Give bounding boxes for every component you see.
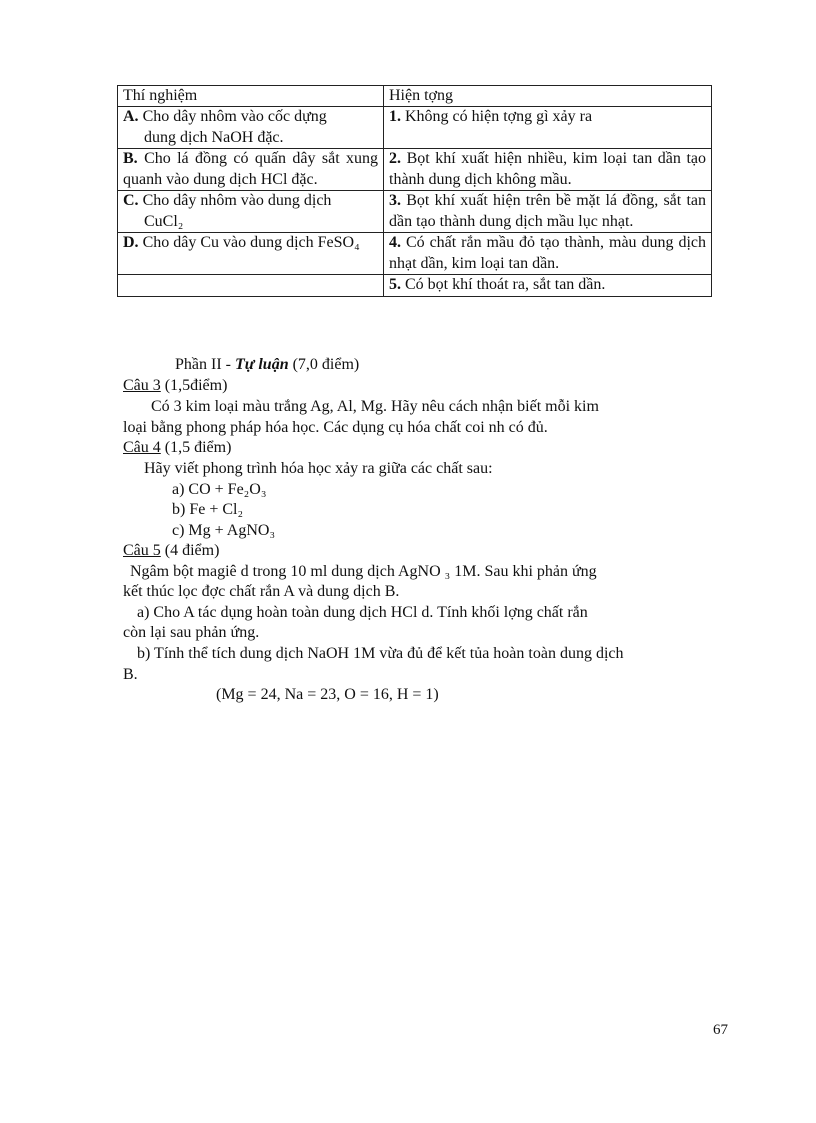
option-letter: B. bbox=[123, 150, 138, 167]
phenomenon-number: 3. bbox=[389, 192, 401, 209]
phenomenon-number: 2. bbox=[389, 150, 401, 167]
question-3-text: loại bằng phong pháp hóa học. Các dụng cụ hóa chất coi nh có đủ. bbox=[123, 419, 548, 436]
question-3-label: Câu 3 bbox=[123, 377, 161, 394]
phenomenon-cell bbox=[384, 275, 712, 297]
experiment-table bbox=[117, 85, 712, 297]
table-row bbox=[118, 107, 712, 149]
table-row bbox=[118, 149, 712, 191]
experiment-text: Cho lá đồng có quấn dây sắt xung quanh vào dung dịch HCl đặc. bbox=[123, 150, 379, 188]
experiment-text: Cho dây nhôm vào cốc dựng bbox=[142, 108, 327, 125]
option-letter: A. bbox=[123, 108, 139, 125]
phenomenon-text: Có bọt khí thoát ra, sắt tan dần. bbox=[405, 276, 606, 293]
question-4-item: b) Fe + Cl₂ bbox=[172, 501, 244, 518]
phenomenon-text: Bọt khí xuất hiện trên bề mặt lá đồng, sắt tan dần tạo thành dung dịch mầu lục nhạt. bbox=[389, 192, 706, 230]
experiment-cell bbox=[118, 107, 384, 149]
question-5-label: Câu 5 bbox=[123, 542, 161, 559]
page-number: 67 bbox=[713, 1022, 728, 1038]
question-4-intro: Hãy viết phong trình hóa học xảy ra giữa các chất sau: bbox=[144, 460, 493, 477]
phenomenon-text: Không có hiện tợng gì xảy ra bbox=[405, 108, 593, 125]
question-4-item: c) Mg + AgNO₃ bbox=[172, 522, 276, 539]
question-3-text: Có 3 kim loại màu trắng Ag, Al, Mg. Hãy nêu cách nhận biết mỗi kim bbox=[151, 398, 599, 415]
option-letter: C. bbox=[123, 192, 139, 209]
question-4-label: Câu 4 bbox=[123, 439, 161, 456]
experiment-text: Cho dây nhôm vào dung dịch bbox=[142, 192, 332, 209]
experiment-text: dung dịch NaOH đặc. bbox=[144, 128, 284, 146]
table-row bbox=[118, 191, 712, 233]
question-5-part-b: B. bbox=[123, 666, 138, 683]
phenomenon-number: 1. bbox=[389, 108, 401, 125]
header-phenomenon: Hiện tợng bbox=[384, 86, 712, 107]
question-5-part-a: a) Cho A tác dụng hoàn toàn dung dịch HCl d. Tính khối lợng chất rắn bbox=[137, 604, 588, 621]
table-row bbox=[118, 275, 712, 297]
question-4-heading bbox=[123, 438, 231, 459]
phenomenon-cell bbox=[384, 107, 712, 149]
part2-title: Tự luận bbox=[234, 356, 289, 373]
experiment-text: Cho dây Cu vào dung dịch FeSO₄ bbox=[142, 234, 360, 251]
question-5-text: Ngâm bột magiê d trong 10 ml dung dịch AgNO ₃ 1M. Sau khi phản ứng bbox=[130, 563, 597, 580]
phenomenon-cell bbox=[384, 149, 712, 191]
header-experiment: Thí nghiệm bbox=[118, 86, 384, 107]
question-4-item: a) CO + Fe₂O₃ bbox=[172, 481, 267, 498]
question-3-heading bbox=[123, 376, 227, 397]
experiment-cell bbox=[118, 191, 384, 233]
option-letter: D. bbox=[123, 234, 139, 251]
atomic-masses: (Mg = 24, Na = 23, O = 16, H = 1) bbox=[216, 686, 439, 703]
phenomenon-text: Bọt khí xuất hiện nhiều, kim loại tan dần tạo thành dung dịch không mầu. bbox=[389, 150, 707, 188]
table-header-row bbox=[118, 86, 712, 107]
experiment-text: CuCl₂ bbox=[144, 212, 184, 230]
question-4-points: (1,5 điểm) bbox=[160, 439, 232, 456]
table-row bbox=[118, 233, 712, 275]
question-5-part-b: b) Tính thể tích dung dịch NaOH 1M vừa đủ để kết tủa hoàn toàn dung dịch bbox=[137, 645, 624, 662]
question-5-text: kết thúc lọc đợc chất rắn A và dung dịch B. bbox=[123, 583, 400, 600]
part2-prefix: Phần II - bbox=[175, 356, 235, 373]
phenomenon-number: 5. bbox=[389, 276, 401, 293]
question-5-points: (4 điểm) bbox=[160, 542, 220, 559]
question-3-points: (1,5điểm) bbox=[160, 377, 228, 394]
part2-points: (7,0 điểm) bbox=[288, 356, 360, 373]
phenomenon-text: Có chất rắn mầu đỏ tạo thành, màu dung dịch nhạt dần, kim loại tan dần. bbox=[389, 234, 707, 272]
phenomenon-cell bbox=[384, 191, 712, 233]
experiment-cell bbox=[118, 149, 384, 191]
experiment-cell bbox=[118, 275, 384, 297]
question-5-part-a: còn lại sau phản ứng. bbox=[123, 624, 260, 641]
phenomenon-number: 4. bbox=[389, 234, 401, 251]
experiment-cell bbox=[118, 233, 384, 275]
phenomenon-cell bbox=[384, 233, 712, 275]
question-5-heading bbox=[123, 541, 219, 562]
part2-heading bbox=[175, 355, 359, 376]
